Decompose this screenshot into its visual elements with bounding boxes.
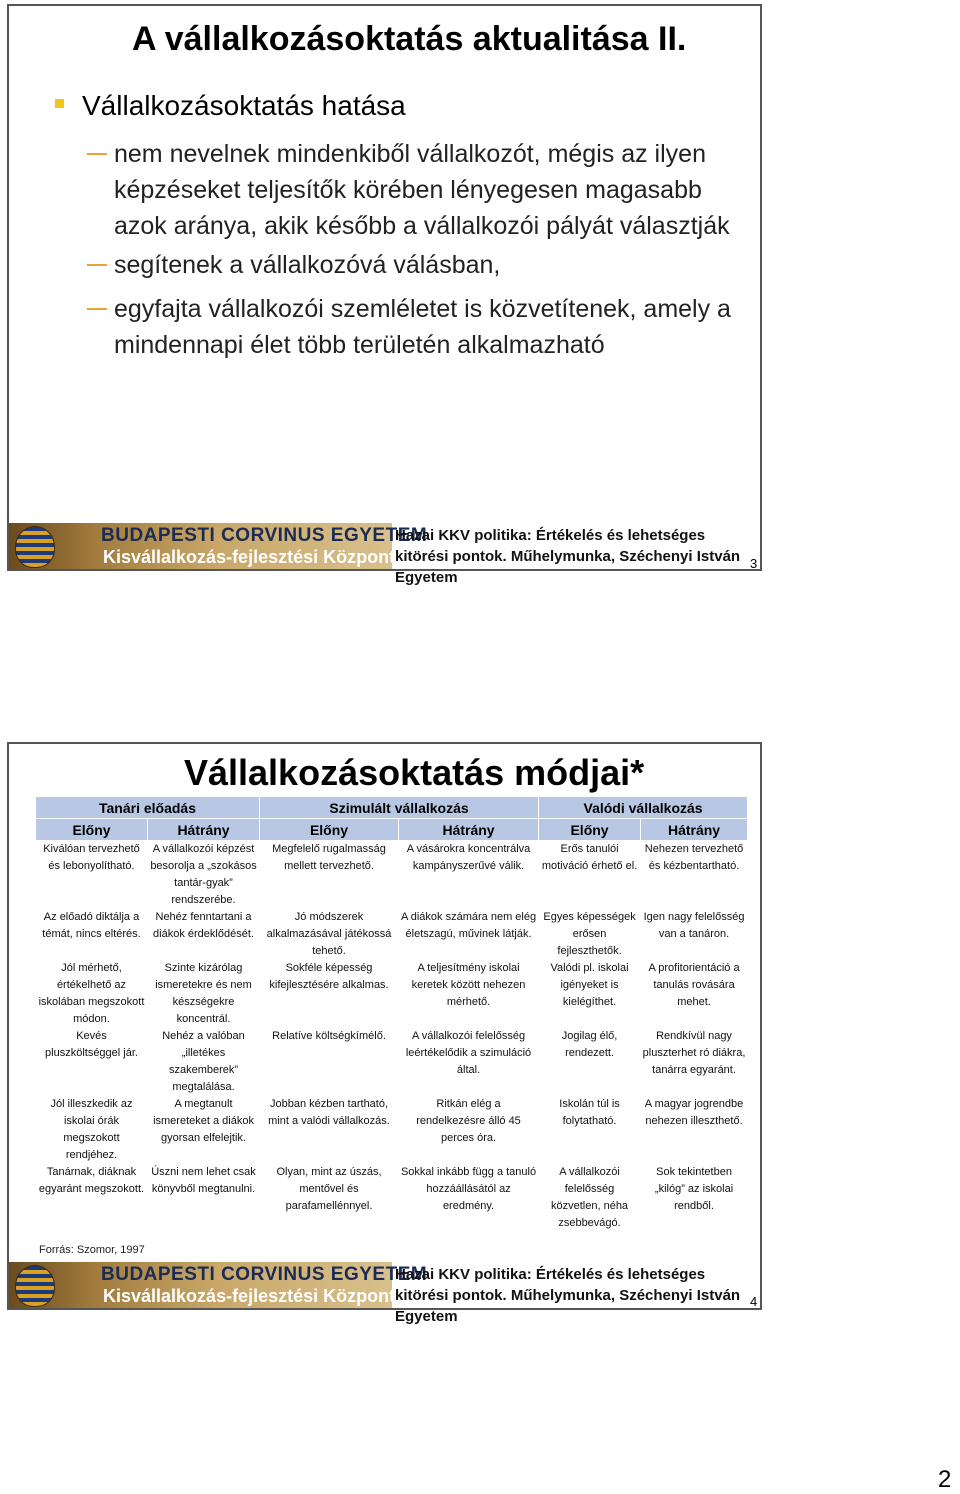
- banner-center-name: Kisvállalkozás-fejlesztési Központ: [103, 1286, 396, 1306]
- slide-title: Vállalkozásoktatás módjai*: [184, 752, 645, 793]
- square-bullet-icon: [55, 99, 64, 108]
- banner-university-name: BUDAPESTI CORVINUS EGYETEM: [101, 1264, 428, 1285]
- sub-item: [87, 136, 734, 244]
- slide-footer: [9, 1262, 760, 1325]
- subheader: Hátrány: [148, 819, 260, 841]
- dash-bullet-icon: [87, 153, 107, 155]
- group-header-row: [36, 797, 748, 819]
- banner-university-name: BUDAPESTI CORVINUS EGYETEM: [101, 525, 428, 546]
- sub-item-text: nem nevelnek mindenkiből vállalkozót, mégis az ilyen képzéseket teljesítők körében lényegesen magasabb azok aránya, akik később a vállalkozói pályát választják: [114, 140, 730, 240]
- table-cell: Jól illeszkedik az iskolai órák megszokott rendjéhez.: [50, 1098, 133, 1161]
- table-cell: Jó módszerek alkalmazásával játékossá tehető.: [266, 911, 392, 957]
- table-row: [36, 1164, 748, 1232]
- subheader: Hátrány: [399, 819, 539, 841]
- table-row: [36, 960, 748, 1028]
- subheader: Előny: [260, 819, 399, 841]
- banner-center-name: Kisvállalkozás-fejlesztési Központ: [103, 547, 396, 567]
- table-cell: Tanárnak, diáknak egyaránt megszokott.: [38, 1166, 145, 1195]
- table-cell: Úszni nem lehet csak könyvből megtanulni.: [151, 1166, 256, 1195]
- table-cell: Nehéz a valóban „illetékes szakemberek” megtalálása.: [162, 1030, 245, 1093]
- dash-bullet-icon: [87, 264, 107, 266]
- table-cell: Az előadó diktálja a témát, nincs eltérés.: [42, 911, 141, 940]
- group-header: Szimulált vállalkozás: [260, 797, 539, 819]
- methods-table: [35, 796, 748, 1232]
- table-cell: Valódi pl. iskolai igényeket is kielégíthet.: [550, 962, 629, 1008]
- university-crest-icon: [15, 1265, 55, 1307]
- table-cell: Erős tanulói motiváció érhető el.: [541, 843, 638, 872]
- table-cell: Szinte kizárólag ismeretekre és nem készségekre koncentrál.: [155, 962, 252, 1025]
- table-cell: Relatíve költségkímélő.: [272, 1030, 386, 1042]
- table-cell: A vállalkozói felelősség leértékelődik a szimuláció által.: [405, 1030, 532, 1076]
- table-cell: Jobban kézben tartható, mint a valódi vállalkozás.: [268, 1098, 390, 1127]
- table-cell: Sokféle képesség kifejlesztésére alkalmas.: [269, 962, 389, 991]
- table-row: [36, 909, 748, 960]
- dash-bullet-icon: [87, 308, 107, 310]
- table-row: [36, 1096, 748, 1164]
- slide-page-number: 3: [750, 556, 758, 571]
- subheader-row: [36, 819, 748, 841]
- subheader: Előny: [539, 819, 641, 841]
- table-cell: A teljesítmény iskolai keretek között nehezen mérhető.: [411, 962, 526, 1008]
- table-cell: A vásárokra koncentrálva kampányszerűvé válik.: [406, 843, 531, 872]
- sub-item-text: segítenek a vállalkozóvá válásban,: [114, 251, 501, 279]
- bullet-item: [55, 90, 406, 122]
- group-header: Valódi vállalkozás: [539, 797, 748, 819]
- table-cell: Nehezen tervezhető és kézbentartható.: [644, 843, 744, 872]
- table-cell: A diákok számára nem elég életszagú, művinek látják.: [400, 911, 537, 940]
- sub-item-text: egyfajta vállalkozói szemléletet is közvetítenek, amely a mindennapi élet több területén alkalmazható: [114, 295, 731, 359]
- table-row: [36, 841, 748, 910]
- footer-text: Hazai KKV politika: Értékelés és lehetséges kitörési pontok. Műhelymunka, Széchenyi István Egyetem: [395, 527, 741, 586]
- subheader: Hátrány: [641, 819, 748, 841]
- table-cell: A magyar jogrendbe nehezen illeszthető.: [644, 1098, 744, 1127]
- table-cell: Olyan, mint az úszás, mentővel és parafamellénnyel.: [276, 1166, 382, 1212]
- table-cell: A vállalkozói felelősség közvetlen, néha zsebbevágó.: [551, 1166, 629, 1229]
- slide-page-number: 4: [750, 1294, 758, 1309]
- table-cell: Igen nagy felelősség van a tanáron.: [643, 911, 745, 940]
- table-cell: Kevés pluszköltséggel jár.: [45, 1030, 138, 1059]
- bullet-text: Vállalkozásoktatás hatása: [82, 90, 406, 121]
- university-crest-icon: [15, 526, 55, 568]
- sub-item: [87, 247, 734, 283]
- table-cell: A megtanult ismereteket a diákok gyorsan elfelejtik.: [153, 1098, 254, 1144]
- table-cell: Sokkal inkább függ a tanuló hozzáállásától az eredmény.: [400, 1166, 537, 1212]
- table-cell: Jogilag élő, rendezett.: [561, 1030, 618, 1059]
- slide-title: A vállalkozásoktatás aktualitása II.: [132, 20, 687, 58]
- handout-page-number: 2: [938, 1466, 952, 1493]
- table-cell: Rendkívül nagy pluszterhet ró diákra, tanárra egyaránt.: [642, 1030, 746, 1076]
- table-cell: Kiválóan tervezhető és lebonyolítható.: [43, 843, 140, 872]
- subheader: Előny: [36, 819, 148, 841]
- table-cell: Iskolán túl is folytatható.: [559, 1098, 620, 1127]
- table-cell: Sok tekintetben „kilóg” az iskolai rendből.: [654, 1166, 734, 1212]
- table-cell: A vállalkozói képzést besorolja a „szokásos tantár-gyak” rendszerébe.: [150, 843, 257, 906]
- source-note: Forrás: Szomor, 1997: [39, 1244, 145, 1256]
- slide-footer: [9, 523, 760, 586]
- university-banner: [9, 1262, 428, 1308]
- table-cell: Jól mérhető, értékelhető az iskolában megszokott módon.: [38, 962, 145, 1025]
- sub-item: [87, 291, 734, 363]
- table-cell: Ritkán elég a rendelkezésre álló 45 perces óra.: [416, 1098, 521, 1144]
- table-row: [36, 1028, 748, 1096]
- slide-1: [7, 4, 762, 586]
- table-cell: A profitorientáció a tanulás rovására mehet.: [648, 962, 740, 1008]
- footer-text: Hazai KKV politika: Értékelés és lehetséges kitörési pontok. Műhelymunka, Széchenyi István Egyetem: [395, 1266, 741, 1325]
- table-cell: Megfelelő rugalmasság mellett tervezhető.: [272, 843, 386, 872]
- table-cell: Egyes képességek erősen fejleszthetők.: [543, 911, 636, 957]
- slide-2: [7, 742, 762, 1325]
- table-cell: Nehéz fenntartani a diákok érdeklődését.: [153, 911, 254, 940]
- university-banner: [9, 523, 428, 569]
- group-header: Tanári előadás: [36, 797, 260, 819]
